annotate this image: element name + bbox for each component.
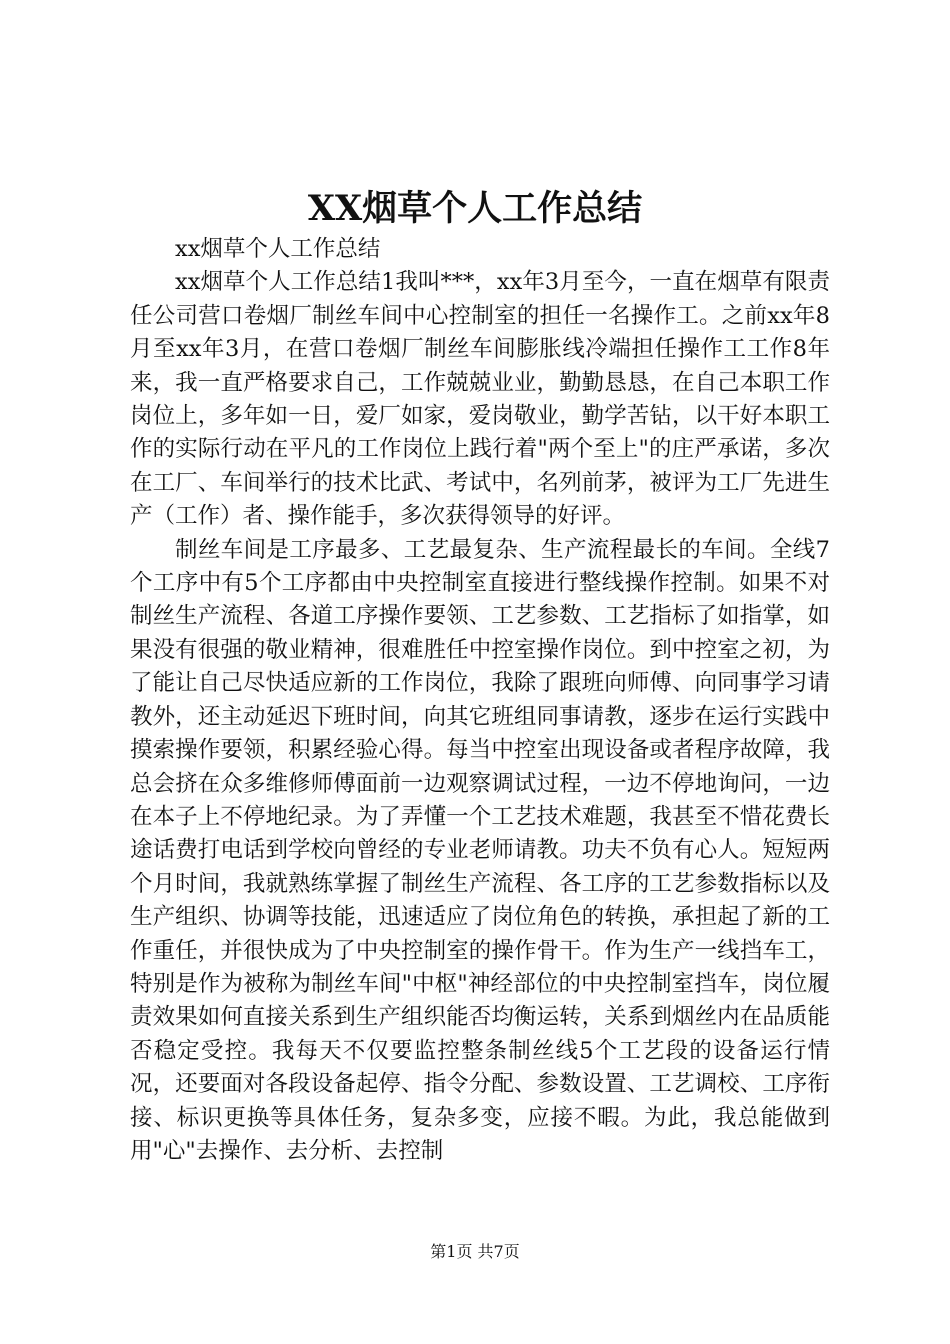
document-body — [130, 233, 830, 1168]
paragraph-heading: xx烟草个人工作总结 — [175, 236, 381, 262]
document-title: XX烟草个人工作总结 — [307, 188, 643, 229]
page-number-footer: 第1页 共7页 — [430, 1242, 520, 1261]
paragraph-1: xx烟草个人工作总结1我叫***，xx年3月至今，一直在烟草有限责任公司营口卷烟厂制丝车间中心控制室的担任一名操作工。之前xx年8月至xx年3月，在营口卷烟厂制丝车间膨胀线冷端担任操作工工作8年来，我一直严格要求自己，工作兢兢业业，勤勤恳恳，在自己本职工作岗位上，多年如一日，爱厂如家，爱岗敬业，勤学苦钻，以干好本职工作的实际行动在平凡的工作岗位上践行着"两个至上"的庄严承诺，多次在工厂、车间举行的技术比武、考试中，名列前茅，被评为工厂先进生产（工作）者、操作能手，多次获得领导的好评。 — [130, 269, 830, 530]
paragraph-2: 制丝车间是工序最多、工艺最复杂、生产流程最长的车间。全线7个工序中有5个工序都由中央控制室直接进行整线操作控制。如果不对制丝生产流程、各道工序操作要领、工艺参数、工艺指标了如指掌，如果没有很强的敬业精神，很难胜任中控室操作岗位。到中控室之初，为了能让自己尽快适应新的工作岗位，我除了跟班向师傅、向同事学习请教外，还主动延迟下班时间，向其它班组同事请教，逐步在运行实践中摸索操作要领，积累经验心得。每当中控室出现设备或者程序故障，我总会挤在众多维修师傅面前一边观察调试过程，一边不停地询问，一边在本子上不停地纪录。为了弄懂一个工艺技术难题，我甚至不惜花费长途话费打电话到学校向曾经的专业老师请教。功夫不负有心人。短短两个月时间，我就熟练掌握了制丝生产流程、各工序的工艺参数指标以及生产组织、协调等技能，迅速适应了岗位角色的转换，承担起了新的工作重任，并很快成为了中央控制室的操作骨干。作为生产一线挡车工，特别是作为被称为制丝车间"中枢"神经部位的中央控制室挡车，岗位履责效果如何直接关系到生产组织能否均衡运转，关系到烟丝内在品质能否稳定受控。我每天不仅要监控整条制丝线5个工艺段的设备运行情况，还要面对各段设备起停、指令分配、参数设置、工艺调校、工序衔接、标识更换等具体任务，复杂多变，应接不暇。为此，我总能做到用"心"去操作、去分析、去控制 — [130, 536, 830, 1164]
